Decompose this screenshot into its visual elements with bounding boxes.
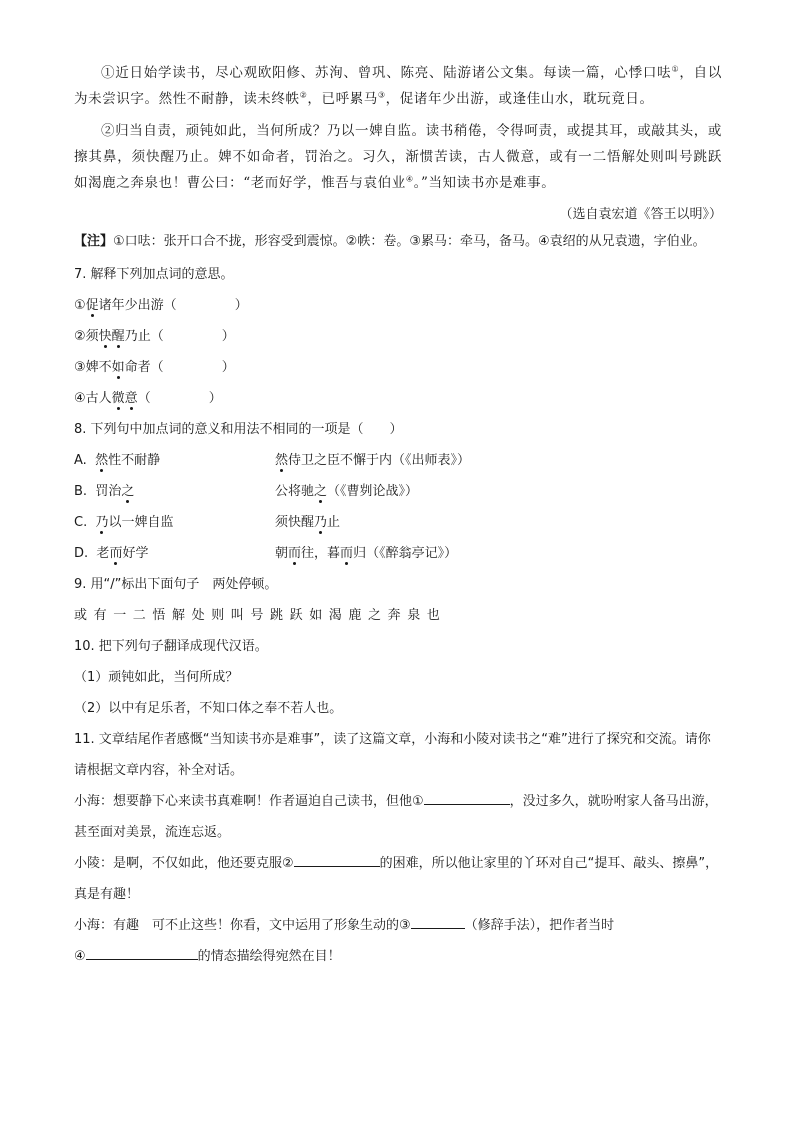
passage-text: ，自以为未尝识字。然性不耐静，读未终帙 [74, 65, 722, 107]
item-text: ） [221, 329, 235, 344]
dotted-word: 然 [95, 453, 109, 468]
document-page [74, 60, 722, 972]
q9-sentence[interactable]: 或有一二悟解处则叫号跳跃如渴鹿之奔泉也 [74, 608, 447, 623]
dotted-word: 促 [85, 298, 99, 313]
passage-paragraph-1 [74, 60, 722, 112]
dotted-word: 而 [288, 546, 302, 561]
option-text: 性不耐静 [108, 453, 161, 468]
item-text: ④古人 [74, 391, 112, 406]
question-7 [74, 259, 722, 414]
dotted-word: 之 [121, 484, 135, 499]
option-text: 须快醒 [275, 515, 315, 530]
q7-item-4 [74, 383, 722, 414]
question-stem: 7. 解释下列加点词的意思。 [74, 267, 234, 282]
q7-item-2 [74, 321, 722, 352]
question-stem: 8. 下列句中加点词的意义和用法不相同的一项是（ ） [74, 422, 403, 437]
dialogue-text: 的情态描绘得宛然在目！ [197, 949, 341, 964]
dotted-word: 之 [314, 484, 328, 499]
passage-text: ①近日始学读书，尽心观欧阳修、苏洵、曾巩、陈亮、陆游诸公文集。每读一篇，心悸口呿 [101, 65, 672, 81]
item-text: 乃止（ [124, 329, 164, 344]
dotted-word: 意 [124, 391, 138, 406]
passage-paragraph-2 [74, 118, 722, 196]
item-text: ） [208, 391, 222, 406]
option-text: 罚治 [95, 484, 122, 499]
passage-source: （选自袁宏道《答王以明》） [559, 207, 722, 222]
passage-text: 。”当知读书亦是难事。 [413, 175, 556, 191]
dotted-word: 醒 [111, 329, 125, 344]
option-label: D. [74, 546, 89, 561]
option-text: 归（《醉翁亭记》） [353, 546, 458, 561]
option-text: 公将驰 [275, 484, 315, 499]
dotted-word: 而 [340, 546, 354, 561]
option-text: 朝 [275, 546, 289, 561]
dotted-word: 如 [111, 360, 125, 375]
item-text: ） [221, 360, 235, 375]
passage-text: ②归当自责，顽钝如此，当何所成？乃以一婢自监。读书稍倦，令得呵责，或提其耳，或敲其头，或擦其鼻，须快醒乃止。婢不如命者，罚治之。习久，渐惯苦读，古人微意，或有一二悟解处则叫号跳跃如渴鹿之奔泉也！曹公曰：“老而好学，惟吾与袁伯业 [74, 123, 722, 191]
dialogue-text: 的困难，所以他让家里的丫环对自己“提耳、敲头、擦鼻”，真是有趣！ [74, 856, 719, 902]
dotted-word: 微 [111, 391, 125, 406]
footnote-mark: ③ [377, 90, 386, 100]
q7-item-3 [74, 352, 722, 383]
question-stem: 11. 文章结尾作者感慨“当知读书亦是难事”，读了这篇文章，小海和小陵对读书之“难”进行了探究和交流。请你请根据文章内容，补全对话。 [74, 732, 711, 778]
footnote-mark: ② [299, 90, 308, 100]
option-text: 止 [327, 515, 341, 530]
q8-option-b[interactable] [74, 476, 722, 507]
q10-sentence-2: （2）以中有足乐者，不知口体之奉不若人也。 [74, 701, 343, 716]
item-text: （ [137, 391, 151, 406]
answer-blank[interactable] [411, 914, 465, 929]
dotted-word: 乃 [314, 515, 328, 530]
q7-item-1 [74, 290, 722, 321]
q8-option-d[interactable] [74, 538, 722, 569]
dotted-word: 乃 [95, 515, 109, 530]
item-text: 诸年少出游（ [98, 298, 177, 313]
passage-text: ，促诸年少出游，或逢佳山水，耽玩竟日。 [385, 91, 654, 107]
q11-dialogue-3: 小海：有趣 可不止这些！你看，文中运用了形象生动的③ （修辞手法），把作者当时 ④ 的情态描绘得宛然在目！ [74, 910, 722, 972]
item-text: ②须 [74, 329, 99, 344]
question-9 [74, 569, 722, 631]
q8-option-a[interactable] [74, 445, 722, 476]
option-label: A. [74, 453, 87, 468]
dotted-word: 然 [275, 453, 289, 468]
footnote-mark: ① [671, 64, 680, 74]
note-text: ①口呿：张开口合不拢，形容受到震惊。②帙：卷。③累马：牵马，备马。④袁绍的从兄袁遗，字伯业。 [113, 234, 706, 249]
q10-sentence-1: （1）顽钝如此，当何所成？ [74, 670, 239, 685]
annotation-note [74, 228, 722, 255]
item-text: 命者（ [124, 360, 164, 375]
dialogue-text: 小海：有趣 可不止这些！你看，文中运用了形象生动的③ [74, 918, 411, 933]
item-text: ① [74, 298, 86, 313]
option-label: B. [74, 484, 88, 499]
answer-blank[interactable] [294, 852, 380, 867]
passage-text: ，已呼累马 [307, 91, 378, 107]
question-10 [74, 631, 722, 724]
item-text: ③婢不 [74, 360, 112, 375]
option-text: 以一婢自监 [108, 515, 174, 530]
question-stem: 9. 用“/”标出下面句子 两处停顿。 [74, 577, 278, 592]
q11-dialogue-1 [74, 786, 722, 848]
q11-dialogue-2 [74, 848, 722, 910]
item-text: ） [234, 298, 248, 313]
dotted-word: 而 [109, 546, 123, 561]
option-text: 往，暮 [301, 546, 341, 561]
option-text: 侍卫之臣不懈于内（《出师表》） [288, 453, 471, 468]
answer-blank[interactable] [86, 945, 198, 960]
dialogue-text: ，没过多久，就吩咐家人备马出游，甚至面对美景，流连忘返。 [74, 794, 718, 840]
question-11 [74, 724, 722, 972]
q8-option-c[interactable] [74, 507, 722, 538]
dialogue-text: （修辞手法），把作者当时 [464, 918, 615, 933]
dialogue-text: 小海：想要静下心来读书真难啊！作者逼迫自己读书，但他① [74, 794, 424, 809]
option-text: （《曹刿论战》） [327, 484, 419, 499]
option-label: C. [74, 515, 88, 530]
option-text: 老 [96, 546, 110, 561]
dialogue-text: 小陵：是啊，不仅如此，他还要克服② [74, 856, 294, 871]
question-8 [74, 414, 722, 569]
answer-blank[interactable] [424, 790, 510, 805]
dotted-word: 快 [98, 329, 112, 344]
option-text: 好学 [122, 546, 149, 561]
footnote-mark: ④ [405, 174, 414, 184]
question-stem: 10. 把下列句子翻译成现代汉语。 [74, 639, 268, 654]
note-label: 【注】 [74, 234, 114, 249]
